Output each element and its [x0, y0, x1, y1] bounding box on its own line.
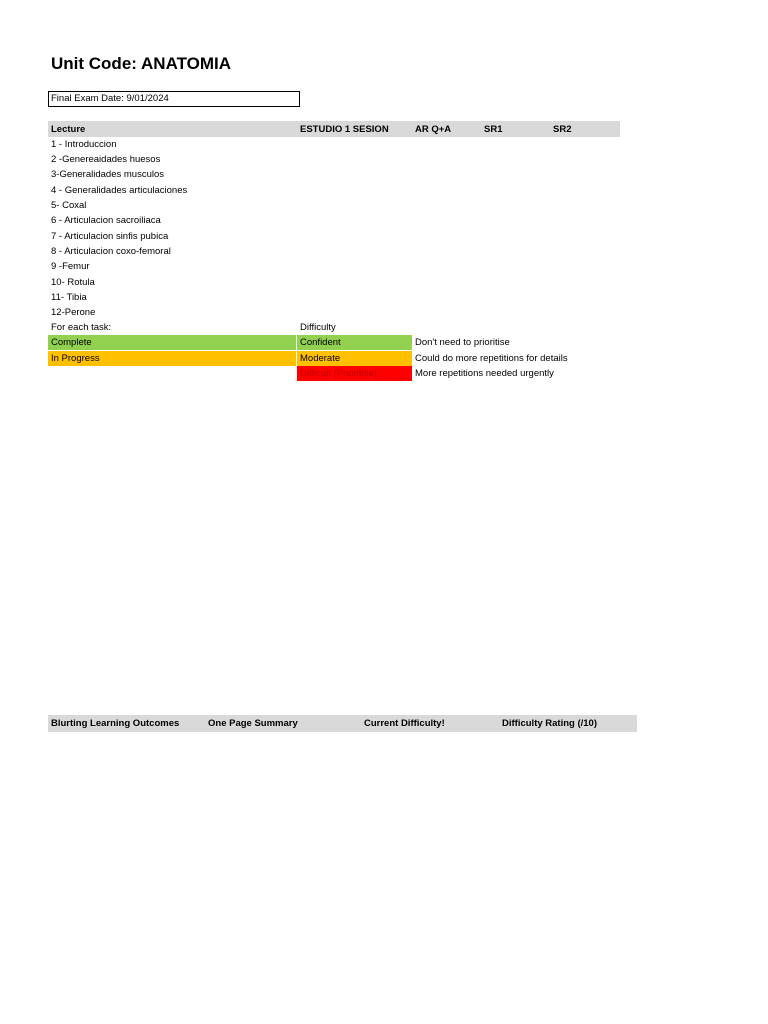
header-lecture: Lecture: [51, 124, 86, 135]
lecture-row[interactable]: 12-Perone: [51, 307, 96, 318]
lecture-row[interactable]: 5- Coxal: [51, 200, 87, 211]
lecture-row[interactable]: 9 -Femur: [51, 261, 90, 272]
lecture-row[interactable]: 4 - Generalidades articulaciones: [51, 185, 188, 196]
legend-moderate: Moderate: [300, 353, 341, 364]
lecture-row[interactable]: 10- Rotula: [51, 277, 95, 288]
header-blurting: Blurting Learning Outcomes: [51, 718, 180, 729]
lecture-row[interactable]: 11- Tibia: [51, 292, 87, 303]
legend-note-difficult: More repetitions needed urgently: [415, 368, 554, 379]
header-sr2: SR2: [553, 124, 572, 135]
header-difficulty-rating: Difficulty Rating (/10): [502, 718, 598, 729]
legend-note-moderate: Could do more repetitions for details: [415, 353, 568, 364]
legend-difficulty-label: Difficulty: [300, 322, 336, 333]
header-sr1: SR1: [484, 124, 503, 135]
lecture-row[interactable]: 6 - Articulacion sacroiliaca: [51, 215, 161, 226]
lecture-row[interactable]: 8 - Articulacion coxo-femoral: [51, 246, 171, 257]
header-one-page-summary: One Page Summary: [208, 718, 298, 729]
legend-in-progress: In Progress: [51, 353, 100, 364]
lecture-row[interactable]: 3-Generalidades musculos: [51, 169, 165, 180]
lecture-row[interactable]: 7 - Articulacion sinfis pubica: [51, 231, 169, 242]
legend-complete: Complete: [51, 337, 92, 348]
lecture-row[interactable]: 2 -Genereaidades huesos: [51, 154, 161, 165]
legend-note-confident: Don't need to prioritise: [415, 337, 510, 348]
unit-title: Unit Code: ANATOMIA: [51, 54, 232, 73]
legend-difficult: Difficult (Prioritise): [300, 368, 377, 379]
legend-confident: Confident: [300, 337, 341, 348]
legend-for-each-task: For each task:: [51, 322, 112, 333]
header-current-difficulty: Current Difficulty!: [364, 718, 445, 729]
header-ar-qa: AR Q+A: [415, 124, 452, 135]
lecture-row[interactable]: 1 - Introduccion: [51, 139, 117, 150]
exam-date-cell[interactable]: Final Exam Date: 9/01/2024: [48, 91, 300, 107]
header-estudio: ESTUDIO 1 SESION: [300, 124, 389, 135]
